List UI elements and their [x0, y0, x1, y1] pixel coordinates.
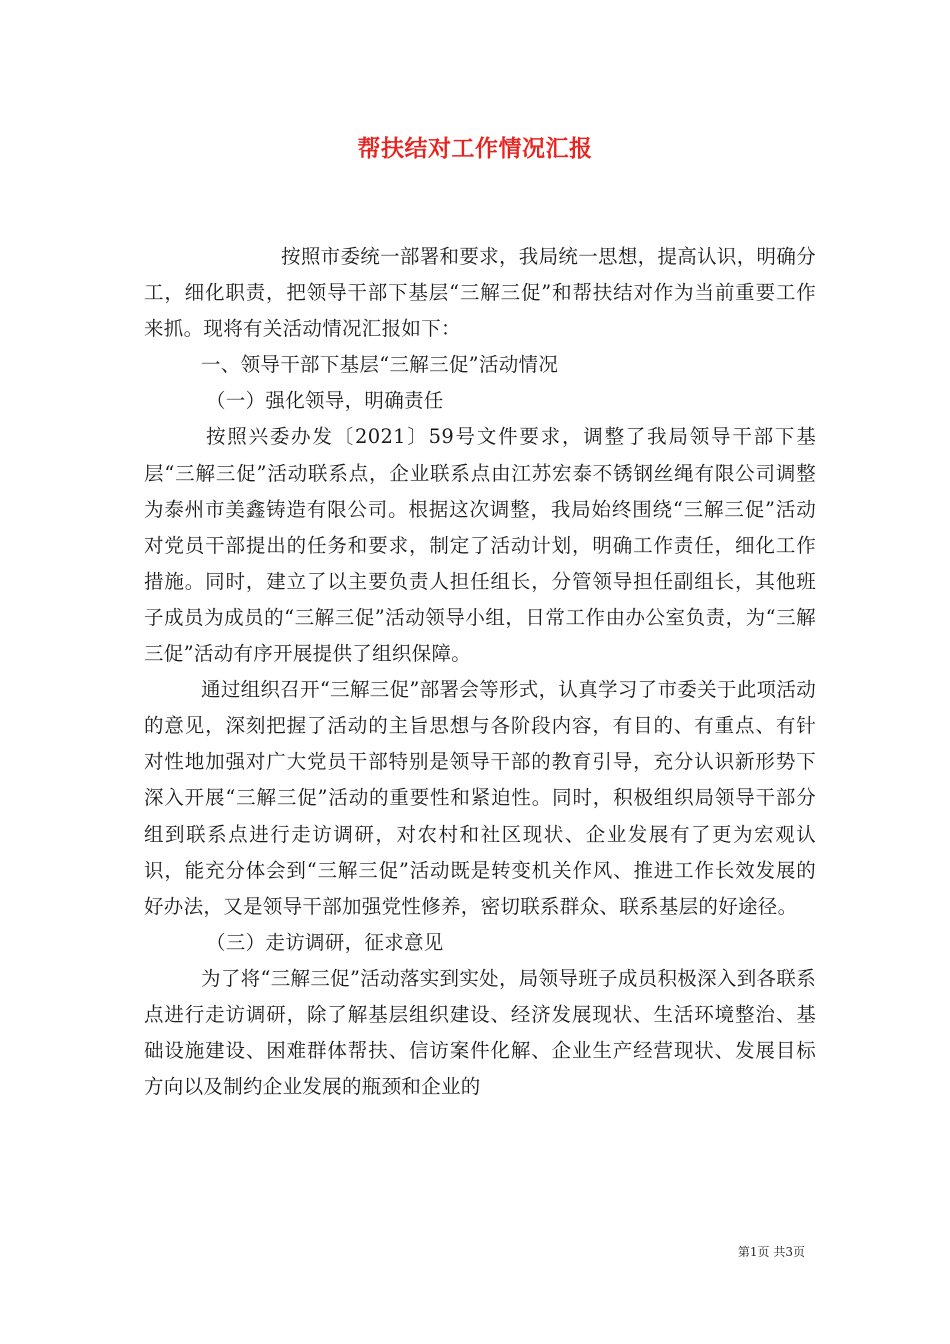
- document-body: [144, 239, 816, 1105]
- page-number: 第1页 共3页: [737, 1245, 805, 1259]
- subsection-heading-1: （一）强化领导，明确责任: [206, 389, 444, 413]
- section-heading-1: 一、领导干部下基层“三解三促”活动情况: [201, 353, 559, 377]
- document-title: 帮扶结对工作情况汇报: [357, 135, 593, 162]
- paragraph-visits: 为了将“三解三促”活动落实到实处，局领导班子成员积极深入到各联系点进行走访调研，除了解基层组织建设、经济发展现状、生活环境整治、基础设施建设、困难群体帮扶、信访案件化解、企业生产经营现状、发展目标方向以及制约企业发展的瓶颈和企业的: [144, 966, 816, 1099]
- paragraph-meetings: 通过组织召开“三解三促”部署会等形式，认真学习了市委关于此项活动的意见，深刻把握了活动的主旨思想与各阶段内容，有目的、有重点、有针对性地加强对广大党员干部特别是领导干部的教育引导，充分认识新形势下深入开展“三解三促”活动的重要性和紧迫性。同时，积极组织局领导干部分组到联系点进行走访调研，对农村和社区现状、企业发展有了更为宏观认识，能充分体会到“三解三促”活动既是转变机关作风、推进工作长效发展的好办法，又是领导干部加强党性修养，密切联系群众、联系基层的好途径。: [144, 678, 816, 918]
- paragraph-intro: 按照市委统一部署和要求，我局统一思想，提高认识，明确分工，细化职责，把领导干部下基层“三解三促”和帮扶结对作为当前重要工作来抓。现将有关活动情况汇报如下：: [144, 245, 816, 341]
- paragraph-leadership: 按照兴委办发〔2021〕59号文件要求，调整了我局领导干部下基层“三解三促”活动联系点，企业联系点由江苏宏泰不锈钢丝绳有限公司调整为泰州市美鑫铸造有限公司。根据这次调整，我局始终围绕“三解三促”活动对党员干部提出的任务和要求，制定了活动计划，明确工作责任，细化工作措施。同时，建立了以主要负责人担任组长，分管领导担任副组长，其他班子成员为成员的“三解三促”活动领导小组，日常工作由办公室负责，为“三解三促”活动有序开展提供了组织保障。: [144, 425, 816, 666]
- subsection-heading-3: （三）走访调研，征求意见: [206, 930, 444, 954]
